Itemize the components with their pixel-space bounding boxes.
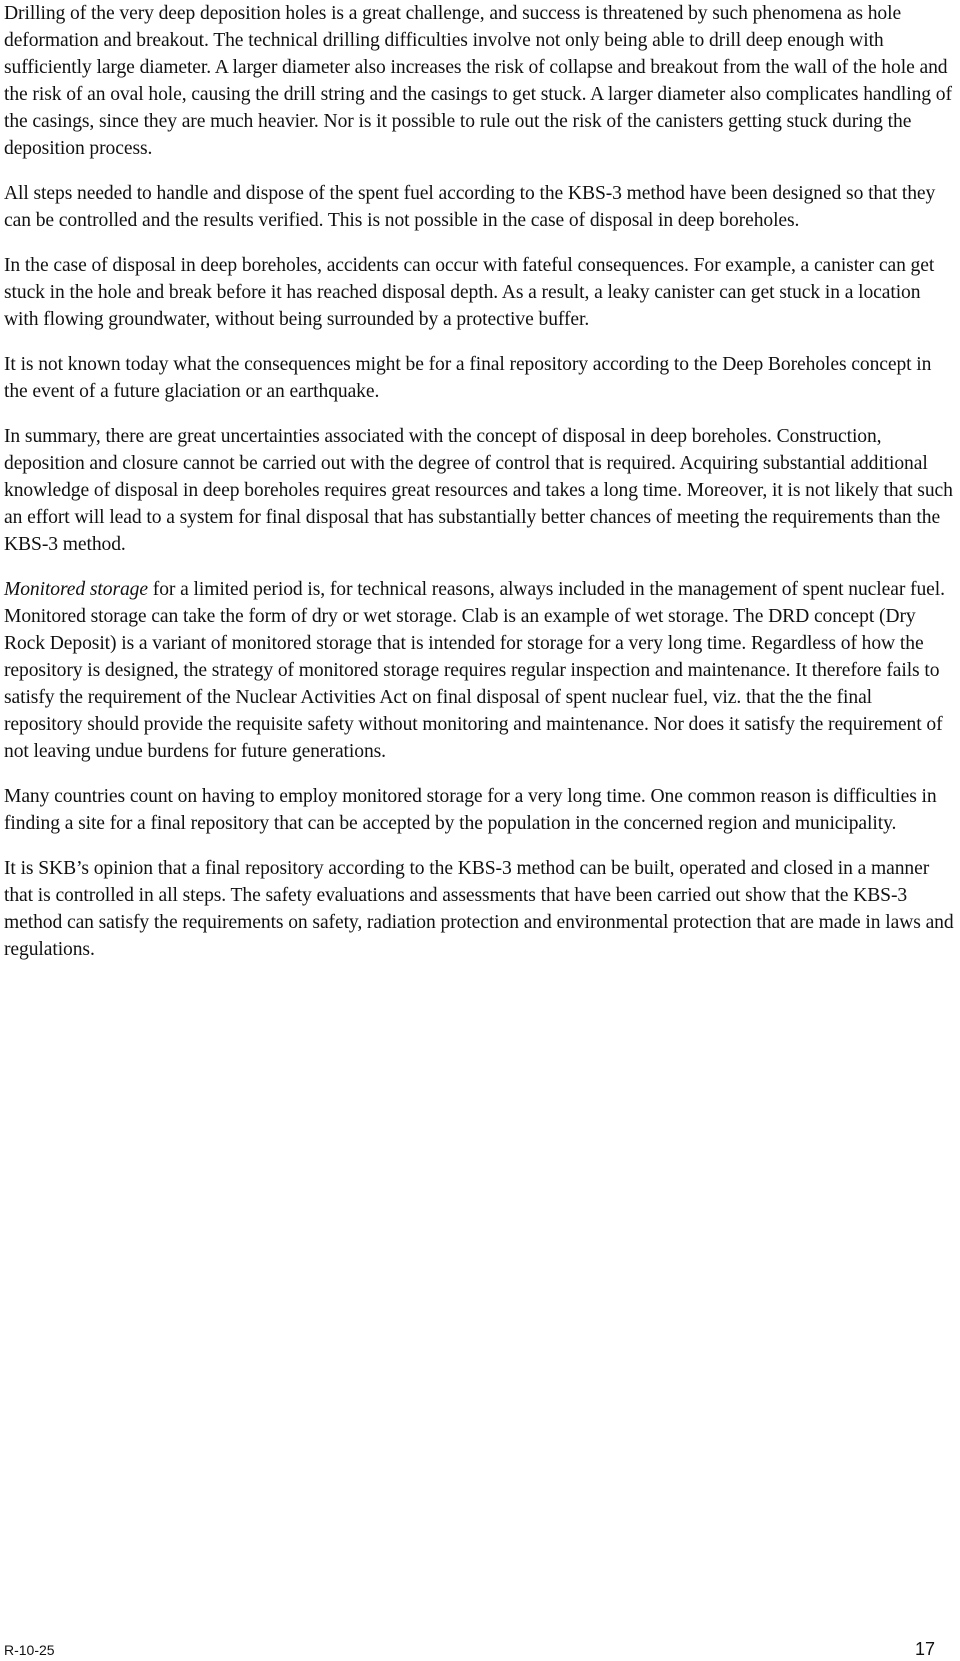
paragraph-glaciation: It is not known today what the consequences might be for a final repository according to the Deep Boreholes concept in the event of a future glaciation or an earthquake. [4,354,932,402]
paragraph-accidents: In the case of disposal in deep boreholes, accidents can occur with fateful consequences. For example, a canister can get stuck in the hole and break before it has reached disposal depth. As a result, a leaky canister can get stuck in a location with flowing groundwater, without being surrounded by a protective buffer. [4,255,935,330]
paragraph-drilling-challenges: Drilling of the very deep deposition holes is a great challenge, and success is threatened by such phenomena as hole deformation and breakout. The technical drilling difficulties involve not only being able to drill deep enough with sufficiently large diameter. A larger diameter also increases the risk of collapse and breakout from the wall of the hole and the risk of an oval hole, causing the drill string and the casings to get stuck. A larger diameter also complicates handling of the casings, since they are much heavier. Nor is it possible to rule out the risk of the canisters getting stuck during the deposition process. [4,3,952,159]
monitored-storage-term: Monitored storage [4,579,148,600]
paragraph-kbs3-control: All steps needed to handle and dispose of the spent fuel according to the KBS-3 method have been designed so that they can be controlled and the results verified. This is not possible in the case of disposal in deep boreholes. [4,183,936,231]
page-number: 17 [914,1639,935,1659]
report-id: R-10-25 [4,1642,55,1658]
monitored-storage-text: for a limited period is, for technical reasons, always included in the management of spent nuclear fuel. Monitored storage can take the form of dry or wet storage. Clab is an example of wet storage. The DRD concept (Dry Rock Deposit) is a variant of monitored storage that is intended for storage for a very long time. Regardless of how the repository is designed, the strategy of monitored storage requires regular inspection and maintenance. It therefore fails to satisfy the requirement of the Nuclear Activities Act on final disposal of spent nuclear fuel, viz. that the the final repository should provide the requisite safety without monitoring and maintenance. Nor does it satisfy the requirement of not leaving undue burdens for future generations. [4,579,945,762]
paragraph-other-countries: Many countries count on having to employ monitored storage for a very long time. One common reason is difficulties in finding a site for a final repository that can be accepted by the population in the concerned region and municipality. [4,786,937,834]
document-body [4,0,954,981]
paragraph-skb-opinion: It is SKB’s opinion that a final repository according to the KBS-3 method can be built, operated and closed in a manner that is controlled in all steps. The safety evaluations and assessments that have been carried out show that the KBS-3 method can satisfy the requirements on safety, radiation protection and environmental protection that are made in laws and regulations. [4,858,954,960]
paragraph-monitored-storage [4,576,954,765]
paragraph-summary: In summary, there are great uncertainties associated with the concept of disposal in deep boreholes. Construction, deposition and closure cannot be carried out with the degree of control that is required. Acquiring substantial additional knowledge of disposal in deep boreholes requires great resources and takes a long time. Moreover, it is not likely that such an effort will lead to a system for final disposal that has substantially better chances of meeting the requirements than the KBS-3 method. [4,426,953,555]
